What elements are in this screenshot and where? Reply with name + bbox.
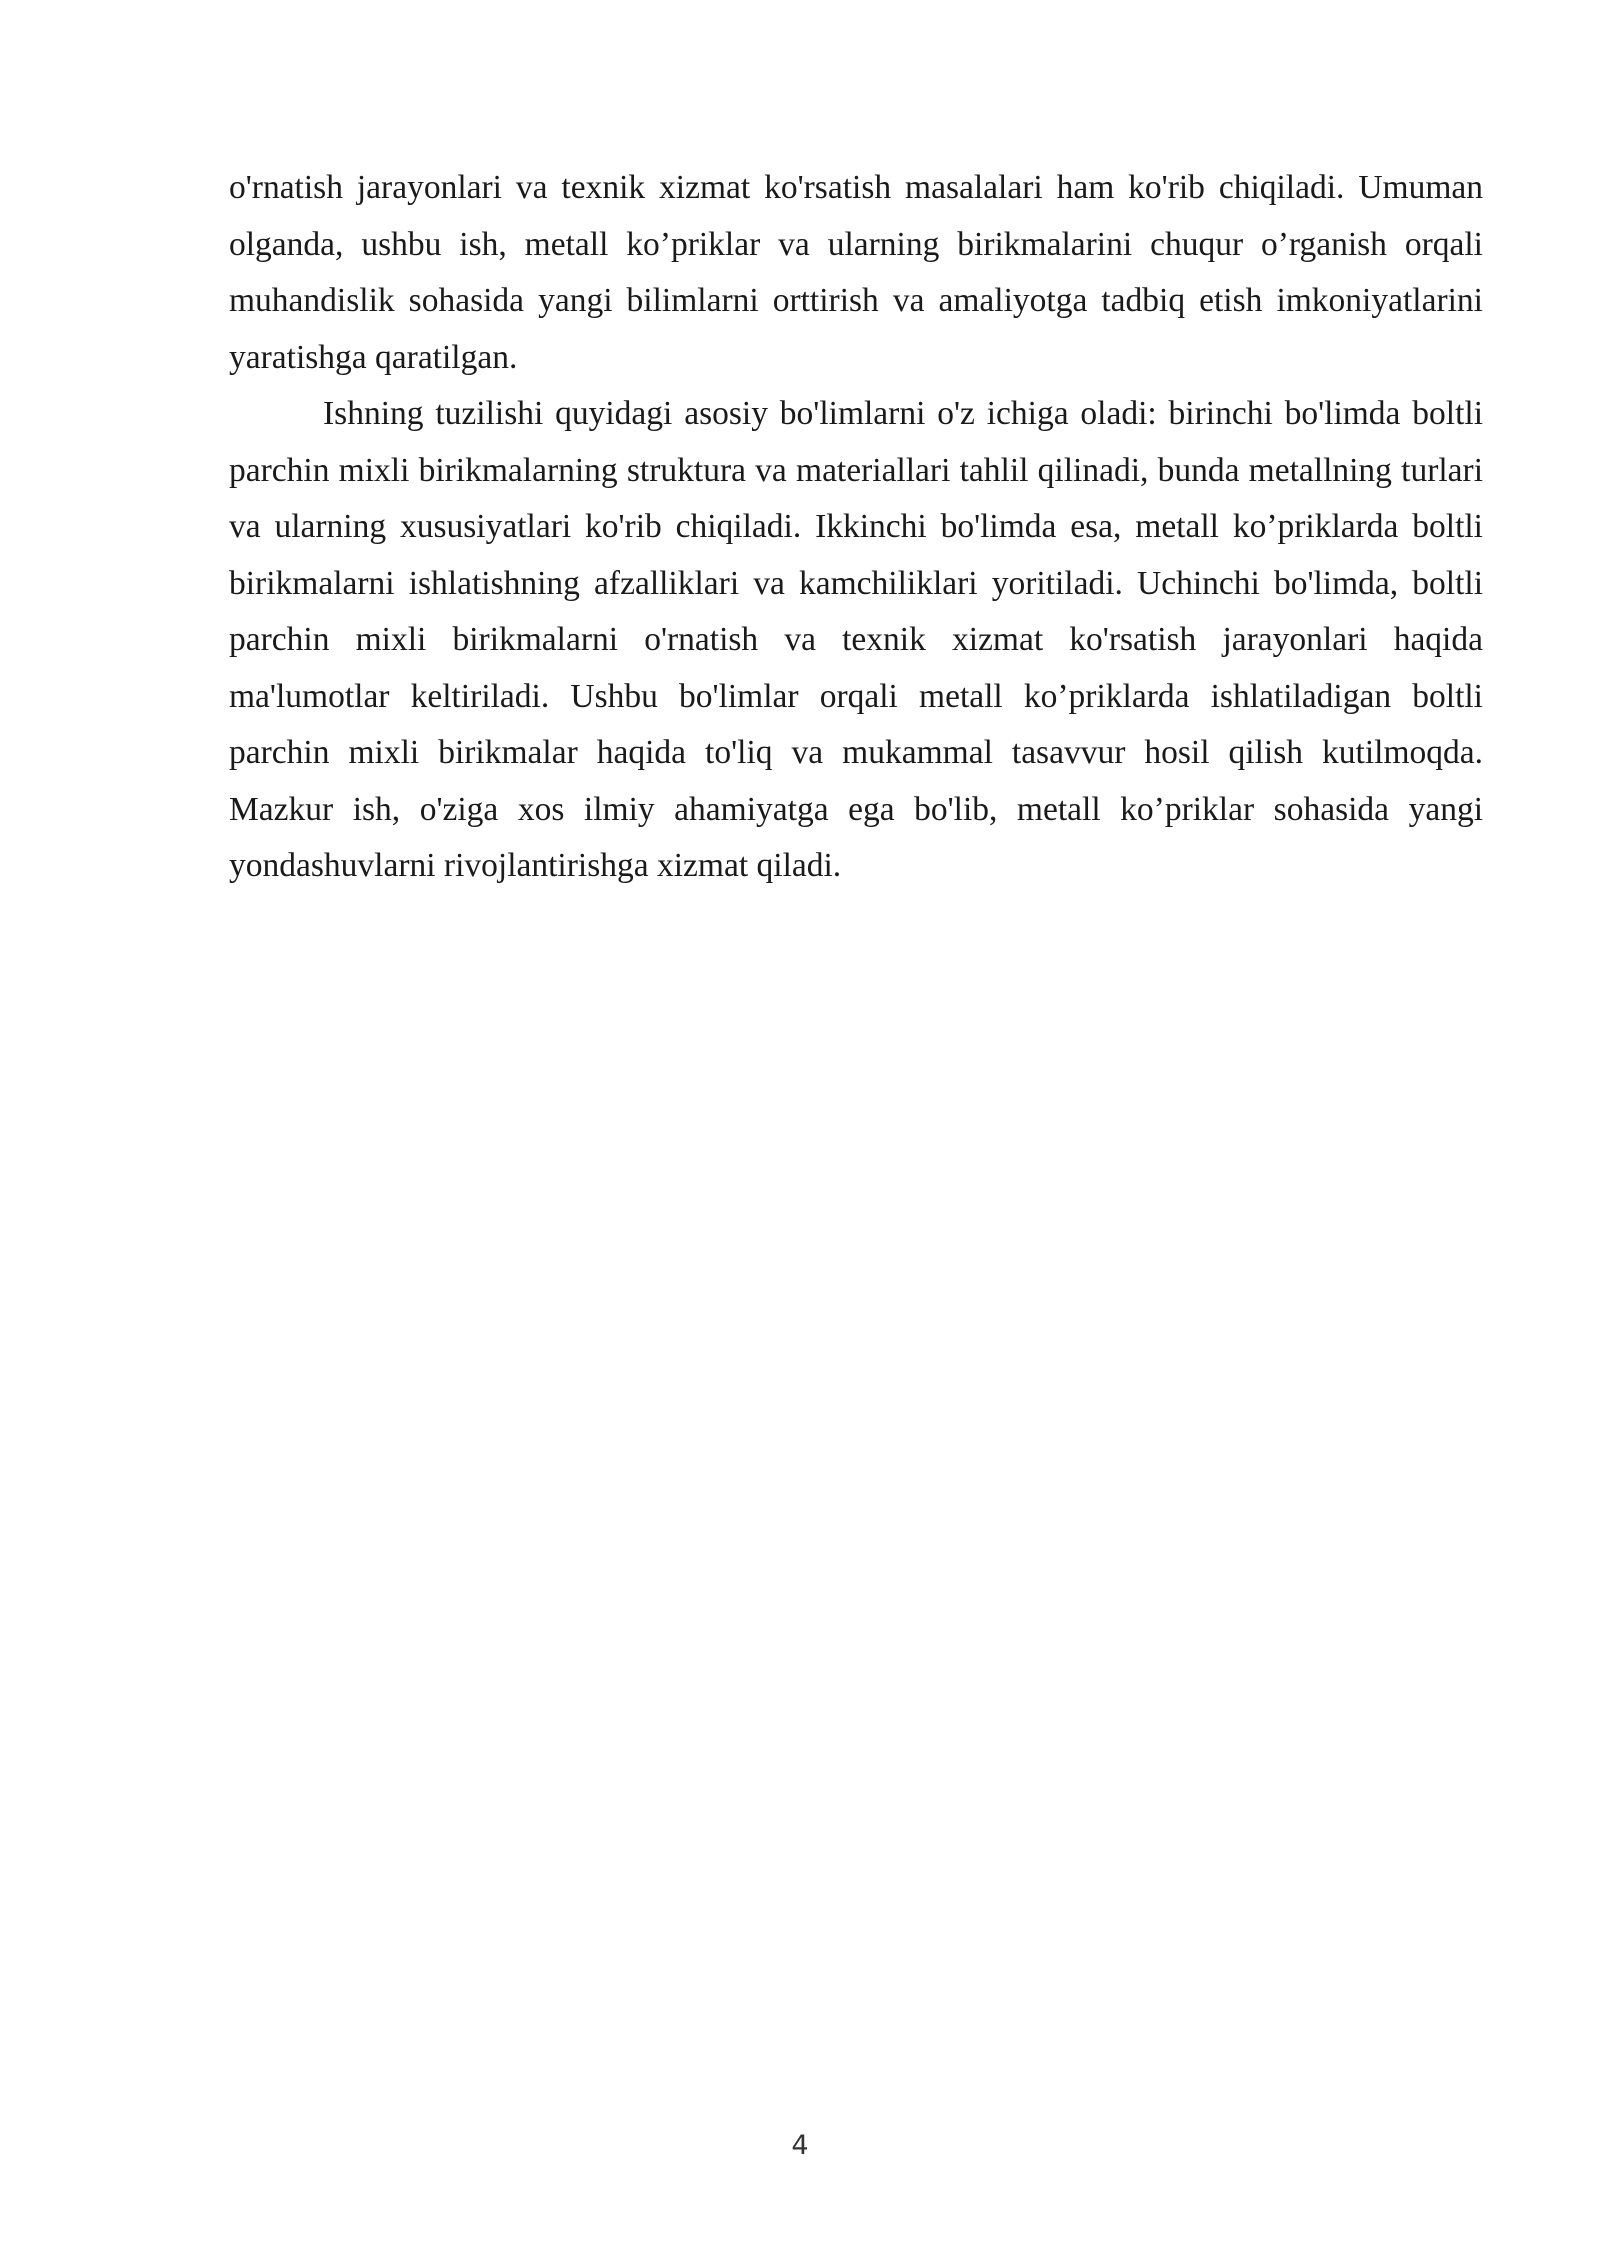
paragraph-structure: Ishning tuzilishi quyidagi asosiy bo'limlarni o'z ichiga oladi: birinchi bo'limda boltli parchin mixli birikmalarning struktura va materiallari tahlil qilinadi, bunda metallning turlari va ularning xususiyatlari ko'rib chiqiladi. Ikkinchi bo'limda esa, metall ko’priklarda boltli birikmalarni ishlatishning afzalliklari va kamchiliklari yoritiladi. Uchinchi bo'limda, boltli parchin mixli birikmalarni o'rnatish va texnik xizmat ko'rsatish jarayonlari haqida ma'lumotlar keltiriladi. Ushbu bo'limlar orqali metall ko’priklarda ishlatiladigan boltli parchin mixli birikmalar haqida to'liq va mukammal tasavvur hosil qilish kutilmoqda. Mazkur ish, o'ziga xos ilmiy ahamiyatga ega bo'lib, metall ko’priklar sohasida yangi yondashuvlarni rivojlantirishga xizmat qiladi. [229,395,1483,884]
body-text [229,160,1483,895]
page-number: 4 [791,2130,809,2161]
paragraph-continuation: o'rnatish jarayonlari va texnik xizmat ko'rsatish masalalari ham ko'rib chiqiladi. Umuman olganda, ushbu ish, metall ko’priklar va ularning birikmalarini chuqur o’rganish orqali muhandislik sohasida yangi bilimlarni orttirish va amaliyotga tadbiq etish imkoniyatlarini yaratishga qaratilgan. [229,169,1483,376]
